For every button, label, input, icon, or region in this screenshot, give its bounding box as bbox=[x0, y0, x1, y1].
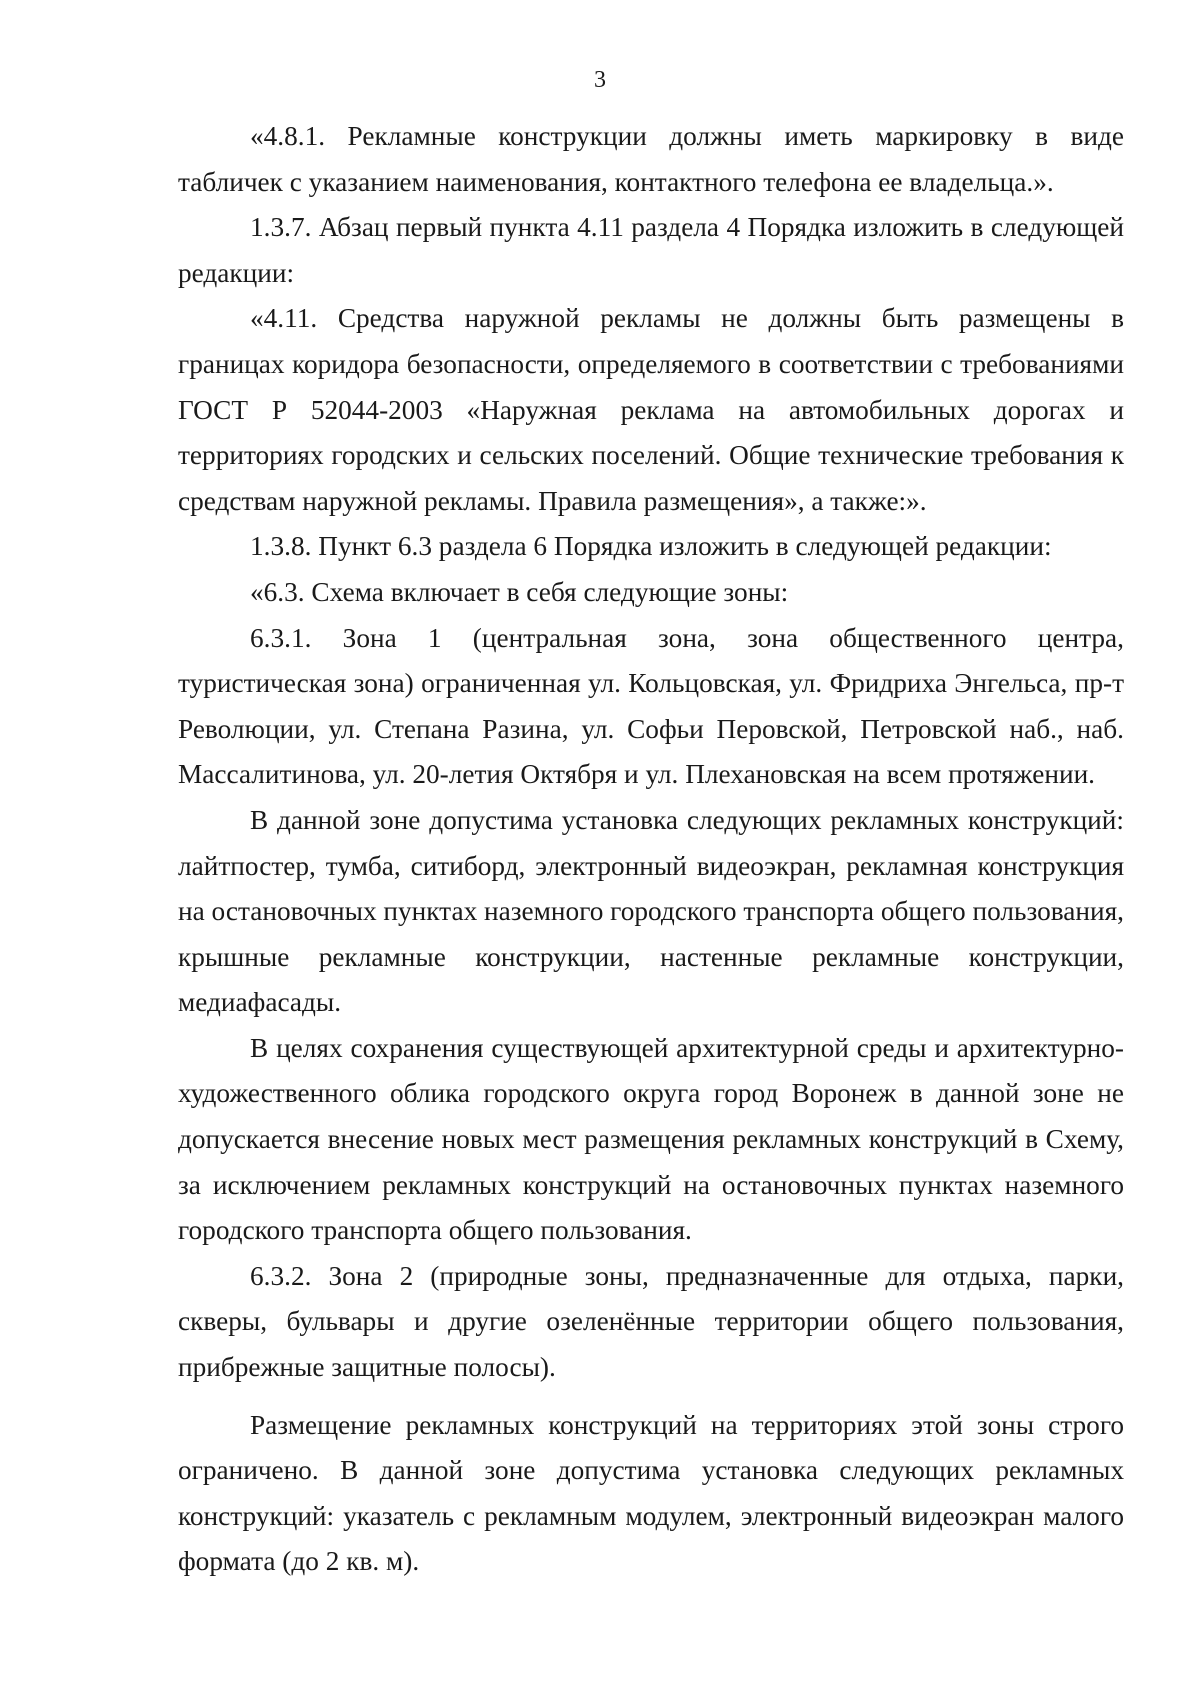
document-body bbox=[178, 114, 1124, 1585]
paragraph-zone1-restrictions: В целях сохранения существующей архитектурной среды и архитектурно-художественного облика городского округа город Воронеж в данной зоне не допускается внесение новых мест размещения рекламных конструкций в Схему, за исключением рекламных конструкций на остановочных пунктах наземного городского транспорта общего пользования. bbox=[178, 1032, 1124, 1246]
page-number: 3 bbox=[594, 67, 606, 93]
paragraph-4-11: «4.11. Средства наружной рекламы не должны быть размещены в границах коридора безопасности, определяемого в соответствии с требованиями ГОСТ Р 52044-2003 «Наружная реклама на автомобильных дорогах и территориях городских и сельских поселений. Общие технические требования к средствам наружной рекламы. Правила размещения», а также:». bbox=[178, 303, 1124, 516]
paragraph-6-3: «6.3. Схема включает в себя следующие зоны: bbox=[250, 576, 789, 607]
paragraph-zone2-allowed: Размещение рекламных конструкций на территориях этой зоны строго ограничено. В данной зоне допустима установка следующих рекламных конструкций: указатель с рекламным модулем, электронный видеоэкран малого формата (до 2 кв. м). bbox=[178, 1409, 1124, 1577]
paragraph-6-3-2: 6.3.2. Зона 2 (природные зоны, предназначенные для отдыха, парки, скверы, бульвары и другие озеленённые территории общего пользования, прибрежные защитные полосы). bbox=[178, 1260, 1124, 1383]
paragraph-1-3-8: 1.3.8. Пункт 6.3 раздела 6 Порядка изложить в следующей редакции: bbox=[250, 531, 1052, 562]
paragraph-1-3-7: 1.3.7. Абзац первый пункта 4.11 раздела 4 Порядка изложить в следующей редакции: bbox=[178, 212, 1124, 288]
paragraph-4-8-1: «4.8.1. Рекламные конструкции должны иметь маркировку в виде табличек с указанием наименования, контактного телефона ее владельца.». bbox=[178, 121, 1124, 197]
paragraph-zone1-allowed: В данной зоне допустима установка следующих рекламных конструкций: лайтпостер, тумба, ситиборд, электронный видеоэкран, рекламная конструкция на остановочных пунктах наземного городского транспорта общего пользования, крышные рекламные конструкции, настенные рекламные конструкции, медиафасады. bbox=[178, 804, 1125, 1018]
paragraph-6-3-1: 6.3.1. Зона 1 (центральная зона, зона общественного центра, туристическая зона) ограниченная ул. Кольцовская, ул. Фридриха Энгельса, пр-т Революции, ул. Степана Разина, ул. Софьи Перовской, Петровской наб., наб. Массалитинова, ул. 20-летия Октября и ул. Плехановская на всем протяжении. bbox=[178, 622, 1124, 790]
